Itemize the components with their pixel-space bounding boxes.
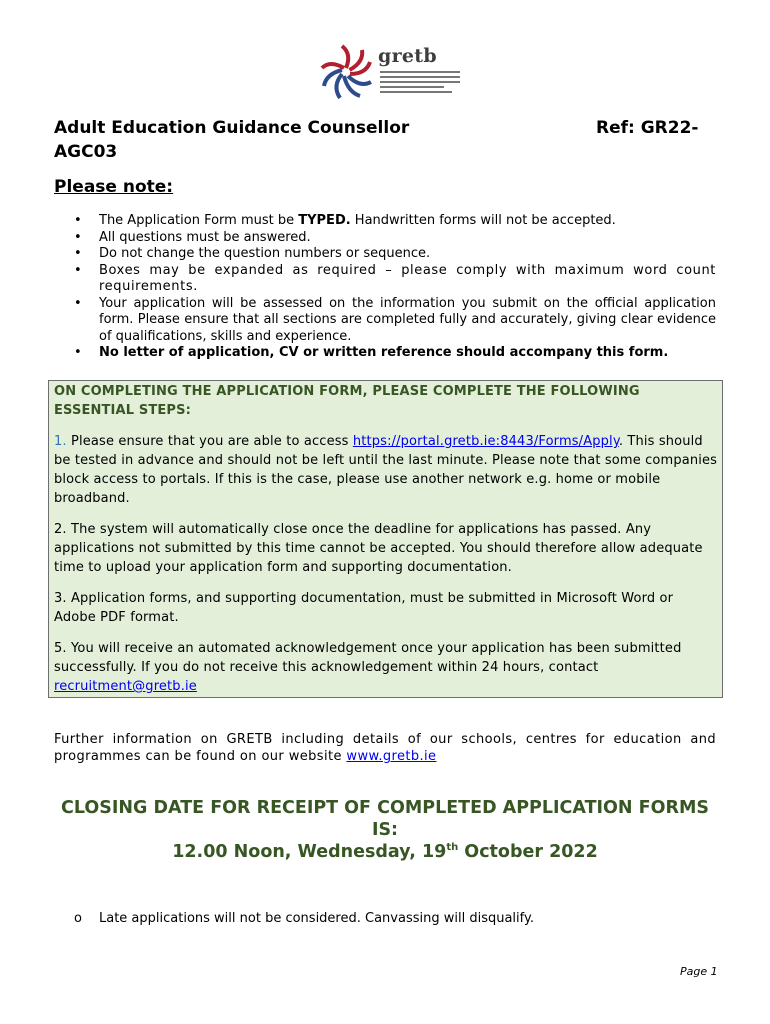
list-item: • The Application Form must be TYPED. Handwritten forms will not be accepted. (74, 213, 616, 228)
steps-title: ON COMPLETING THE APPLICATION FORM, PLEASE COMPLETE THE FOLLOWING ESSENTIAL STEPS: (54, 384, 640, 418)
page-title (54, 116, 716, 164)
bullet-icon: • (74, 246, 82, 261)
please-note-heading: Please note: (54, 177, 174, 197)
notes-list (54, 213, 716, 362)
essential-steps-box (48, 380, 723, 698)
late-applications-note: o Late applications will not be considered. Canvassing will disqualify. (54, 911, 534, 926)
bullet-icon: • (74, 213, 82, 228)
closing-line-2: 12.00 Noon, Wednesday, 19th October 2022 (172, 842, 598, 862)
bullet-icon: • (74, 229, 82, 245)
list-item: • No letter of application, CV or written reference should accompany this form. (74, 345, 669, 360)
portal-link[interactable]: https://portal.gretb.ie:8443/Forms/Apply (352, 434, 619, 449)
step-1: 1. Please ensure that you are able to access https://portal.gretb.ie:8443/Forms/Apply. This should be tested in advance and should not be left until the last minute. Please note that some companies block access to portals. If this is the case, please use another network e.g. home or mobile broadband. (54, 434, 718, 506)
gretb-emblem-icon (318, 44, 376, 102)
closing-date (54, 797, 716, 863)
gretb-logo (318, 44, 458, 102)
step-3: 3. Application forms, and supporting documentation, must be submitted in Microsoft Word or Adobe PDF format. (54, 591, 674, 625)
recruitment-email-link[interactable]: recruitment@gretb.ie (54, 679, 197, 694)
list-item: • All questions must be answered. (74, 229, 311, 245)
title-line-1: Adult Education Guidance Counsellor (54, 118, 410, 138)
circle-bullet-icon: o (74, 911, 82, 926)
step-5: 5. You will receive an automated acknowledgement once your application has been submitted successfully. If you do not receive this acknowledgement within 24 hours, contact recruitment@gretb.ie (54, 641, 682, 694)
logo-subtitle-lines (380, 71, 460, 96)
list-item: • Your application will be assessed on the information you submit on the official application form. Please ensure that all sections are completed fully and accurately, giving clear evidence of qualifications, skills and experience. (74, 295, 716, 344)
closing-line-1: CLOSING DATE FOR RECEIPT OF COMPLETED APPLICATION FORMS IS: (61, 798, 709, 840)
reference-code: Ref: GR22- (596, 118, 699, 138)
bullet-icon: • (74, 295, 82, 311)
website-link[interactable]: www.gretb.ie (346, 749, 437, 764)
step-2: 2. The system will automatically close once the deadline for applications has passed. Any applications not submitted by this time cannot be accepted. You should therefore allow adequate time to upload your application form and supporting documentation. (54, 522, 703, 575)
logo-wordmark: gretb (378, 45, 437, 67)
page-number: Page 1 (680, 965, 718, 978)
bullet-icon: • (74, 262, 83, 278)
title-line-2: AGC03 (54, 142, 118, 162)
bullet-icon: • (74, 345, 82, 360)
list-item: • Do not change the question numbers or sequence. (74, 246, 431, 261)
further-information: Further information on GRETB including details of our schools, centres for education and programmes can be found on our website www.gretb.ie (54, 732, 716, 764)
list-item: • Boxes may be expanded as required – please comply with maximum word count requirements. (74, 262, 716, 294)
